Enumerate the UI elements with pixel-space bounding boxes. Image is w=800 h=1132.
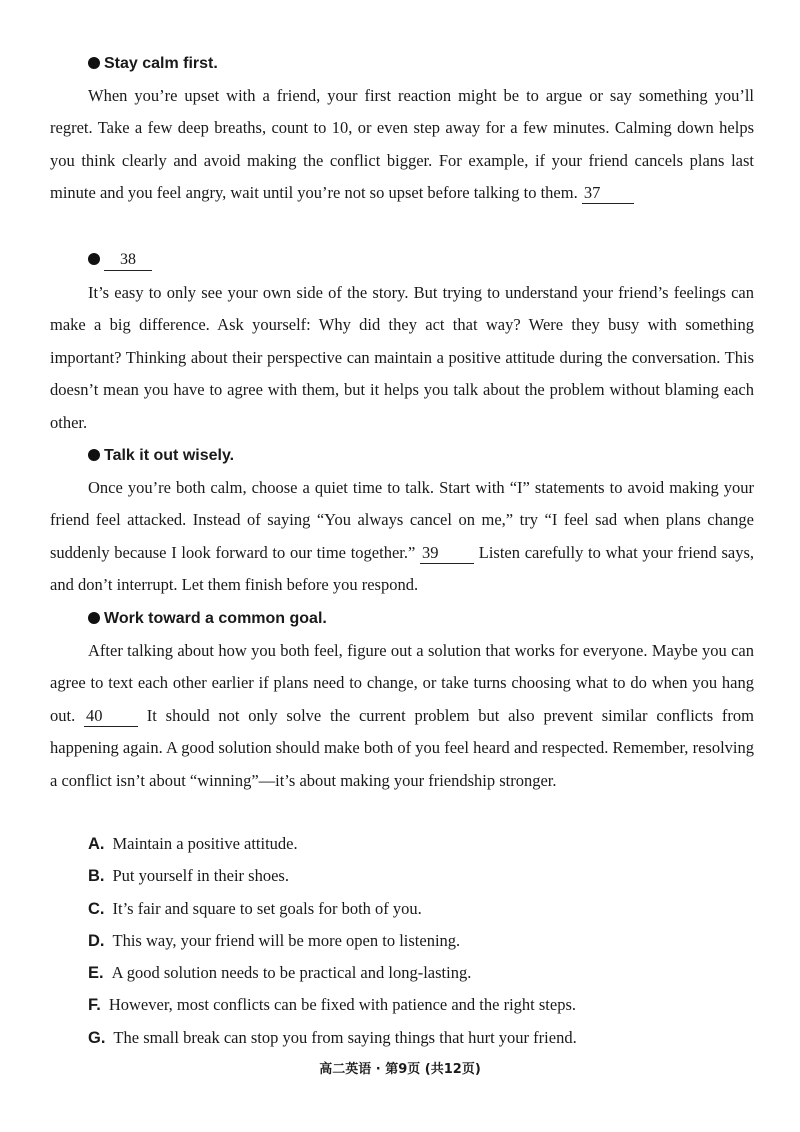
bullet-icon [88,57,100,69]
option-d: D. This way, your friend will be more open to listening. [88,930,461,950]
paragraph: Once you’re both calm, choose a quiet time to talk. Start with “I” statements to avoid making your friend feel attacked. Instead of saying “You always cancel on me,” try “I feel sad when plans change suddenly because I look forward to our time together.” 39 Listen carefully to what your friend says, and don’t interrupt. Let them finish before you respond. [50,478,754,595]
paragraph: After talking about how you both feel, figure out a solution that works for everyone. Maybe you can agree to text each other earlier if plans need to change, or take turns choosing what to do when you hang out. 40 It should not only solve the current problem but also prevent similar conflicts from happening again. A good solution should make both of you feel heard and respected. Remember, resolving a conflict isn’t about “winning”—it’s about making your friendship stronger. [50,641,754,790]
blank-38: 38 [104,250,152,271]
bullet-icon [88,612,100,624]
option-e: E. A good solution needs to be practical and long-lasting. [88,963,472,983]
bullet-icon [88,449,100,461]
paragraph: When you’re upset with a friend, your first reaction might be to argue or say something you’ll regret. Take a few deep breaths, count to 10, or even step away for a few minutes. Calming down helps you think clearly and avoid making the conflict bigger. For example, if your friend cancels plans last minute and you feel angry, wait until you’re not so upset before talking to them. 37 [50,86,754,203]
option-c: C. It’s fair and square to set goals for both of you. [88,898,422,918]
option-a: A. Maintain a positive attitude. [88,834,298,853]
blank-40: 40 [84,706,138,727]
section-heading: Talk it out wisely. [88,446,234,466]
section-heading-blank [88,250,152,271]
answer-options [88,828,577,1054]
option-f: F. However, most conflicts can be fixed with patience and the right steps. [88,995,576,1015]
page-footer: 高二英语 · 第9页 (共12页) [319,1062,481,1077]
blank-37: 37 [582,183,634,204]
option-g: G. The small break can stop you from saying things that hurt your friend. [88,1027,577,1047]
bullet-icon [88,253,100,265]
option-b: B. Put yourself in their shoes. [88,866,289,886]
section-heading: Work toward a common goal. [88,609,327,629]
section-heading: Stay calm first. [88,54,218,74]
blank-39: 39 [420,543,474,564]
paragraph: It’s easy to only see your own side of the story. But trying to understand your friend’s feelings can make a big difference. Ask yourself: Why did they act that way? Were they busy with something important? Thinking about their perspective can maintain a positive attitude during the conversation. This doesn’t mean you have to agree with them, but it helps you talk about the problem without blaming each other. [50,283,754,432]
